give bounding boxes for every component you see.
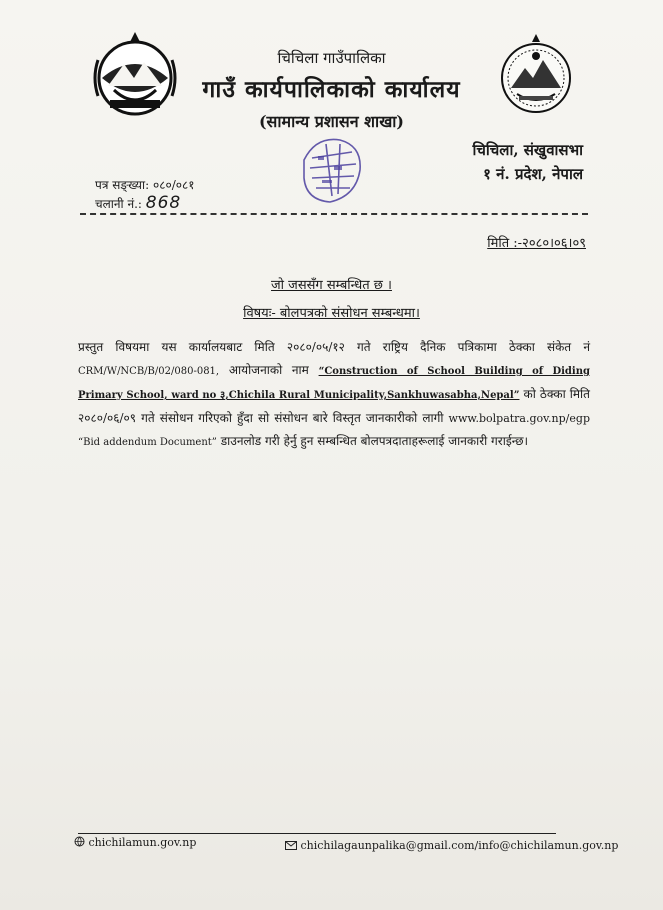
office-title: गाउँ कार्यपालिकाको कार्यालय — [202, 76, 461, 103]
footer-website — [74, 836, 196, 849]
subject-line: विषयः- बोलपत्रको संसोधन सम्बन्धमा। — [243, 306, 420, 321]
branch-title: (सामान्य प्रशासन शाखा) — [258, 112, 405, 131]
body-text-1: प्रस्तुत विषयमा यस कार्यालयबाट मिति २०८०/०५/१२ गते राष्ट्रिय दैनिक पत्रिकामा ठेक्का संकेत नं — [78, 340, 590, 354]
contract-number: CRM/W/NCB/B/02/080-081, — [78, 366, 220, 377]
letter-date: मिति :-२०८०।०६।०९ — [487, 236, 586, 251]
municipality-name: चिचिला गाउँपालिका — [277, 49, 386, 67]
office-address — [472, 138, 583, 186]
dispatch-number-value: 868 — [145, 193, 182, 213]
footer-email-text: chichilagaunpalika@gmail.com/info@chichilamun.gov.np — [300, 839, 619, 852]
footer-website-text: chichilamun.gov.np — [88, 836, 197, 849]
dispatch-number-label: चलानी नं.: — [95, 197, 142, 211]
addressee-line: जो जससँग सम्बन्धित छ । — [271, 278, 392, 293]
bid-website: www.bolpatra.gov.np/egp — [448, 412, 590, 425]
envelope-icon — [285, 841, 297, 850]
globe-icon — [74, 836, 85, 847]
official-stamp — [296, 130, 370, 210]
footer-divider — [78, 833, 556, 834]
reference-block — [95, 176, 194, 213]
header-divider — [80, 213, 588, 215]
letter-number-value: ०८०/०८१ — [152, 178, 195, 192]
letter-number-label: पत्र सङ्ख्या: — [95, 178, 150, 192]
project-name: “Construction of School Building of Diding Primary School, ward no ३,Chichila Rural Municipality,Sankhuwasabha,Nepal” — [78, 366, 590, 401]
dispatch-number-row — [95, 194, 194, 213]
body-text-4: डाउनलोड गरी हेर्नु हुन सम्बन्धित बोलपत्रदाताहरूलाई जानकारी गराईन्छ। — [220, 434, 529, 448]
letter-number-row — [95, 176, 194, 194]
footer-email — [285, 839, 618, 852]
bid-document-name: “Bid addendum Document” — [78, 437, 217, 448]
body-text-2: आयोजनाको नाम — [228, 363, 309, 377]
body-text-3: को ठेक्का मिति २०८०/०६/०९ गते संसोधन गरिएको हुँदा सो संसोधन बारे विस्तृत जानकारीको लागी — [78, 387, 590, 425]
letter-body — [78, 336, 590, 454]
address-line-1: चिचिला, संखुवासभा — [472, 141, 583, 159]
address-line-2: १ नं. प्रदेश, नेपाल — [483, 165, 583, 183]
